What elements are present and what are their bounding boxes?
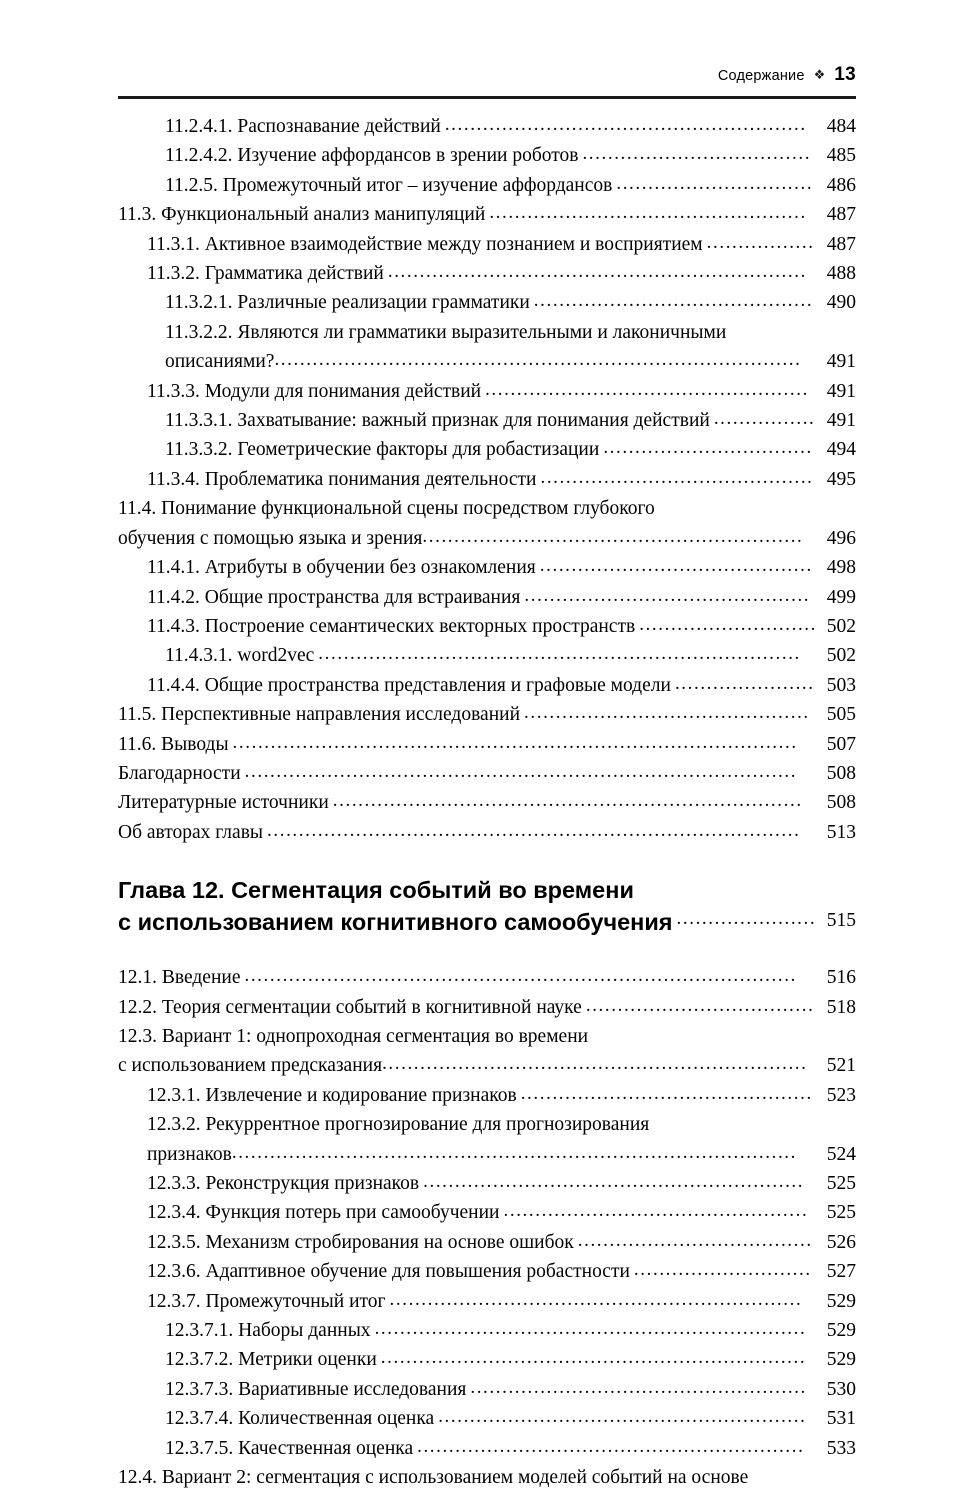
toc-entry[interactable]	[118, 1051, 856, 1080]
toc-entry-label: 11.3.2. Грамматика действий	[147, 263, 384, 285]
toc-entry-page: 527	[826, 1261, 856, 1283]
toc-entry[interactable]	[118, 1434, 856, 1463]
toc-entry[interactable]	[118, 1287, 856, 1316]
toc-entry-label: 11.4.4. Общие пространства представления и графовые модели	[147, 674, 671, 696]
toc-entry-label: 12.3.7.1. Наборы данных	[165, 1320, 371, 1342]
toc-entry-label: 11.2.5. Промежуточный итог – изучение аффордансов	[165, 174, 613, 196]
toc-entry-page: 508	[826, 762, 856, 784]
toc-entry[interactable]	[118, 553, 856, 582]
page-number: 13	[834, 64, 856, 85]
toc-entry[interactable]	[118, 465, 856, 494]
toc-entry[interactable]	[118, 1375, 856, 1404]
toc-entry-label: 11.5. Перспективные направления исследований	[118, 704, 521, 726]
leader-dots: .................................	[603, 437, 813, 459]
leader-dots: .......................................................................................	[244, 965, 797, 987]
toc-entry[interactable]	[118, 1463, 856, 1492]
toc-entry[interactable]	[118, 524, 856, 553]
toc-entry-label: 11.4.3.1. word2vec	[165, 645, 315, 667]
toc-entry[interactable]	[118, 1198, 856, 1227]
toc-entry[interactable]	[118, 1228, 856, 1257]
leader-dots: ............................................................	[422, 525, 804, 547]
toc-entry-label: 12.4. Вариант 2: сегментация с использованием моделей событий на основе	[118, 1467, 749, 1489]
toc-entry-label: Об авторах главы	[118, 821, 264, 843]
toc-entry-page: 529	[826, 1290, 856, 1312]
toc-entry-label: 12.3.7.3. Вариативные исследования	[165, 1378, 467, 1400]
leader-dots: .............................................................	[417, 1435, 805, 1457]
leader-dots: .............................................	[524, 702, 810, 724]
toc-entry-page: 529	[826, 1320, 856, 1342]
toc-entry[interactable]	[118, 141, 856, 170]
leader-dots: ....................................	[585, 994, 815, 1016]
toc-entry[interactable]	[118, 1140, 856, 1169]
toc-entry[interactable]	[118, 1022, 856, 1051]
leader-dots: ..............................................	[520, 1082, 813, 1104]
toc-entry-page: 533	[826, 1437, 856, 1459]
toc-entry[interactable]	[118, 318, 856, 347]
toc-entry-label: с использованием предсказания	[118, 1055, 383, 1077]
toc-entry-label: 11.6. Выводы	[118, 733, 229, 755]
toc-entry[interactable]	[118, 641, 856, 670]
leader-dots: ............................................................................	[318, 643, 801, 665]
toc-entry-page: 498	[826, 557, 856, 579]
leader-dots: .........................................................................................	[232, 731, 798, 753]
toc-entry[interactable]	[118, 406, 856, 435]
toc-entry[interactable]	[118, 377, 856, 406]
toc-entry-label: 11.3.1. Активное взаимодействие между познанием и восприятием	[147, 233, 703, 255]
toc-entry-label: 12.3.6. Адаптивное обучение для повышения робастности	[147, 1261, 630, 1283]
toc-list-chapter-11	[118, 112, 856, 847]
toc-entry[interactable]	[118, 759, 856, 788]
leader-dots: ..........................................................................	[332, 790, 803, 812]
leader-dots: ..................................................................	[387, 261, 807, 283]
toc-entry[interactable]	[118, 1345, 856, 1374]
toc-entry-label: 11.3.3.1. Захватывание: важный признак для понимания действий	[165, 410, 710, 432]
leader-dots: ...................................................	[485, 378, 809, 400]
diamond-ornament-icon: ❖	[813, 67, 826, 82]
toc-entry-page: 526	[826, 1231, 856, 1253]
leader-dots: .................	[706, 231, 815, 253]
toc-entry[interactable]	[118, 259, 856, 288]
leader-dots: ....................................................................................	[267, 819, 801, 841]
leader-dots: .....................................	[577, 1229, 813, 1251]
toc-entry-label: обучения с помощью языка и зрения	[118, 527, 423, 549]
toc-entry-page: 496	[826, 527, 856, 549]
toc-entry-page: 502	[826, 615, 856, 637]
toc-entry-page: 494	[826, 439, 856, 461]
leader-dots: .....................................................	[470, 1376, 807, 1398]
toc-entry-page: 505	[826, 704, 856, 726]
toc-entry-label: 12.2. Теория сегментации событий в когнитивной науке	[118, 996, 582, 1018]
toc-entry-label: 11.3.4. Проблематика понимания деятельности	[147, 468, 537, 490]
toc-entry[interactable]	[118, 700, 856, 729]
leader-dots: ................................................	[503, 1200, 809, 1222]
toc-entry-label: 11.3.2.2. Являются ли грамматики выразительными и лаконичными	[165, 321, 727, 343]
toc-entry[interactable]	[118, 993, 856, 1022]
toc-entry-page: 484	[826, 116, 856, 137]
leader-dots: .............................................	[524, 584, 811, 606]
toc-entry-page: 525	[826, 1202, 856, 1224]
toc-entry-label: Литературные источники	[118, 792, 329, 814]
leader-dots: .........................................................	[444, 114, 807, 135]
leader-dots: .......................................................................................	[244, 760, 798, 782]
leader-dots: .................................................................	[389, 1288, 803, 1310]
leader-dots: ...........................................	[540, 466, 814, 488]
toc-entry[interactable]	[118, 435, 856, 464]
toc-entry-label: 11.2.4.1. Распознавание действий	[165, 116, 441, 137]
toc-entry-page: 529	[826, 1349, 856, 1371]
toc-entry-label: 11.3. Функциональный анализ манипуляций	[118, 204, 486, 226]
toc-entry-label: 11.4.2. Общие пространства для встраивания	[147, 586, 521, 608]
toc-entry-page: 485	[826, 145, 856, 167]
toc-entry[interactable]	[118, 818, 856, 847]
toc-entry-label: 12.3.3. Реконструкция признаков	[147, 1173, 420, 1194]
table-of-contents	[118, 112, 856, 1492]
toc-entry[interactable]	[118, 1257, 856, 1286]
leader-dots: ..................................................	[489, 202, 807, 224]
toc-entry[interactable]	[118, 583, 856, 612]
toc-entry[interactable]	[118, 671, 856, 700]
leader-dots: ...................................................................	[380, 1347, 807, 1369]
toc-entry[interactable]	[118, 1404, 856, 1433]
toc-entry-label: 12.3. Вариант 1: однопроходная сегментация во времени	[118, 1025, 589, 1047]
toc-entry-page: 530	[826, 1378, 856, 1400]
toc-entry[interactable]	[118, 112, 856, 141]
toc-entry-label: 11.3.3. Модули для понимания действий	[147, 380, 482, 402]
toc-entry-page: 490	[826, 292, 856, 314]
toc-entry-page: 508	[826, 792, 856, 814]
toc-entry-label: 12.3.4. Функция потерь при самообучении	[147, 1202, 500, 1224]
toc-entry-page: 516	[826, 967, 856, 989]
toc-entry[interactable]	[118, 612, 856, 641]
leader-dots: ......................	[674, 672, 815, 694]
leader-dots: ....................................	[582, 143, 812, 165]
toc-entry[interactable]	[118, 288, 856, 317]
leader-dots: ............................	[639, 613, 818, 635]
running-head-title: Содержание	[717, 68, 805, 84]
leader-dots: ..........................................................	[438, 1406, 807, 1428]
toc-entry-label: 11.4. Понимание функциональной сцены посредством глубокого	[118, 498, 655, 520]
toc-entry-page: 487	[826, 233, 856, 255]
toc-entry-page: 488	[826, 263, 856, 285]
chapter-heading-line-1: Глава 12. Сегментация событий во времени	[118, 877, 634, 904]
toc-entry-label: 12.3.7.5. Качественная оценка	[165, 1437, 414, 1459]
toc-entry-page: 531	[826, 1408, 856, 1430]
toc-entry-page: 524	[826, 1143, 856, 1165]
leader-dots: ...........................................	[539, 555, 813, 577]
toc-entry[interactable]	[118, 730, 856, 759]
toc-list-chapter-12	[118, 963, 856, 1492]
toc-entry[interactable]	[118, 963, 856, 992]
toc-entry-page: 495	[826, 468, 856, 490]
leader-dots: ............................................	[533, 290, 814, 312]
leader-dots: ......................	[676, 908, 817, 930]
toc-entry-label: 11.4.1. Атрибуты в обучении без ознакомления	[147, 557, 536, 579]
toc-entry-page: 487	[826, 204, 856, 226]
toc-entry-label: 12.3.7.2. Метрики оценки	[165, 1349, 377, 1371]
leader-dots: .........................................................................................	[231, 1141, 798, 1163]
toc-entry[interactable]	[118, 1081, 856, 1110]
toc-entry[interactable]	[118, 230, 856, 259]
toc-entry-label: 12.3.5. Механизм стробирования на основе ошибок	[147, 1231, 574, 1253]
running-head	[118, 64, 856, 90]
chapter-12-heading	[118, 874, 856, 938]
toc-entry[interactable]	[118, 788, 856, 817]
toc-entry-page: 503	[826, 674, 856, 696]
toc-entry-label: 11.3.3.2. Геометрические факторы для робастизации	[165, 439, 600, 461]
toc-entry-label: 11.3.2.1. Различные реализации грамматики	[165, 292, 530, 314]
toc-entry-label: описаниями?	[165, 351, 275, 373]
toc-entry[interactable]	[118, 1316, 856, 1345]
toc-entry-label: 12.3.7.4. Количественная оценка	[165, 1408, 435, 1430]
toc-entry-page: 525	[826, 1173, 856, 1194]
header-rule-divider	[118, 96, 856, 99]
toc-entry-label: 12.3.1. Извлечение и кодирование признаков	[147, 1084, 517, 1106]
leader-dots: ................	[713, 408, 816, 430]
leader-dots: ....................................................................	[374, 1318, 807, 1340]
toc-entry-label: 12.3.2. Рекуррентное прогнозирование для прогнозирования	[147, 1114, 650, 1136]
toc-entry-page: 523	[826, 1084, 856, 1106]
toc-entry[interactable]	[118, 1110, 856, 1139]
toc-entry[interactable]	[118, 171, 856, 200]
toc-entry-page: 507	[826, 733, 856, 755]
chapter-heading-page: 515	[826, 910, 856, 932]
toc-entry-label: 12.3.7. Промежуточный итог	[147, 1290, 386, 1312]
toc-entry-page: 499	[826, 586, 856, 608]
toc-entry-label: Благодарности	[118, 762, 241, 784]
toc-entry-page: 502	[826, 645, 856, 667]
toc-entry-page: 491	[826, 380, 856, 402]
toc-entry-page: 491	[826, 351, 856, 373]
toc-entry[interactable]	[118, 347, 856, 376]
toc-entry-label: признаков	[147, 1143, 232, 1165]
toc-entry-page: 518	[826, 996, 856, 1018]
toc-entry-label: 11.2.4.2. Изучение аффордансов в зрении роботов	[165, 145, 579, 167]
toc-entry-label: 11.4.3. Построение семантических векторных пространств	[147, 615, 636, 637]
toc-entry[interactable]	[118, 1169, 856, 1198]
leader-dots: ...............................	[616, 172, 814, 194]
toc-entry-page: 513	[826, 821, 856, 843]
leader-dots: ............................	[633, 1259, 812, 1281]
toc-entry-page: 521	[826, 1055, 856, 1077]
toc-entry[interactable]	[118, 494, 856, 523]
leader-dots: ............................................................	[423, 1171, 805, 1192]
toc-entry-page: 486	[826, 174, 856, 196]
leader-dots: ...................................................................................	[274, 349, 802, 371]
leader-dots: ...................................................................	[382, 1053, 808, 1075]
toc-entry-label: 12.1. Введение	[118, 967, 241, 989]
toc-entry-page: 491	[826, 410, 856, 432]
toc-entry[interactable]	[118, 200, 856, 229]
chapter-heading-line-2: с использованием когнитивного самообучения	[118, 909, 673, 936]
